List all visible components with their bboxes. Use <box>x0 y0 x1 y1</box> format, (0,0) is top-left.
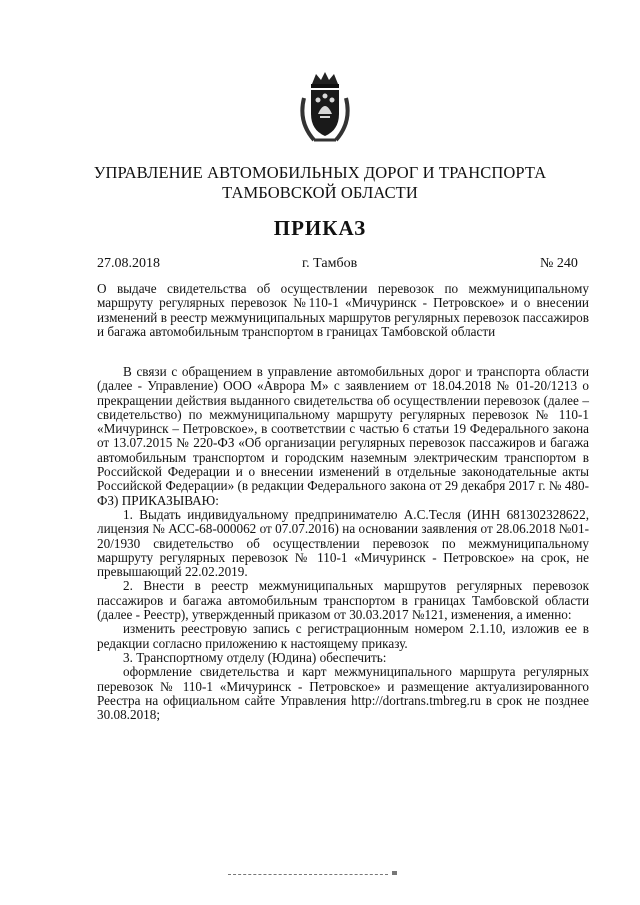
order-number: № 240 <box>540 256 578 271</box>
coat-of-arms-icon <box>296 70 354 148</box>
organization-name-line2: ТАМБОВСКОЙ ОБЛАСТИ <box>222 183 418 202</box>
order-date: 27.08.2018 <box>97 256 160 271</box>
organization-name-line1: УПРАВЛЕНИЕ АВТОМОБИЛЬНЫХ ДОРОГ И ТРАНСПОРТА <box>93 163 547 182</box>
order-city: г. Тамбов <box>302 256 358 271</box>
body-item-2: 2. Внести в реестр межмуниципальных маршрутов регулярных перевозок пассажиров и багажа автомобильным транспортом в границах Тамбовской области (далее - Реестр), утвержденный приказом от 30.03.2017 №121, изменения, а именно: <box>97 578 589 623</box>
subject-text: О выдаче свидетельства об осуществлении перевозок по межмуниципальному маршруту регулярных перевозок №110-1 «Мичуринск - Петровское» и о внесении изменений в реестр межмуниципальных маршрутов регулярных перевозок пассажиров и багажа автомобильным транспортом в границах Тамбовской области <box>97 281 589 339</box>
order-body <box>97 365 589 722</box>
footer-mark <box>392 871 397 875</box>
order-subject <box>97 282 589 339</box>
body-item-3-subitem: оформление свидетельства и карт межмуниципального маршрута регулярных перевозок № 110-1 «Мичуринск - Петровское» и размещение актуализированного Реестра на официальном сайте Управления http://dortrans.tmbreg.ru в срок не позднее 30.08.2018; <box>97 664 589 723</box>
body-item-3: 3. Транспортному отделу (Юдина) обеспечить: <box>123 649 387 665</box>
body-item-2-subitem: изменить реестровую запись с регистрационным номером 2.1.10, изложив ее в редакции согласно приложению к настоящему приказу. <box>97 621 589 651</box>
body-item-1: 1. Выдать индивидуальному предпринимателю А.С.Тесля (ИНН 681302328622, лицензия № АСС-68-000062 от 07.07.2016) на основании заявления от 28.06.2018 №01-20/1930 свидетельство об осуществлении перевозок по межмуниципальному маршруту регулярных перевозок № 110-1 «Мичуринск - Петровское» на срок, не превышающий 22.02.2019. <box>97 506 589 580</box>
footer-divider <box>228 874 388 875</box>
body-intro-paragraph: В связи с обращением в управление автомобильных дорог и транспорта области (далее - Управление) ООО «Аврора М» с заявлением от 18.04.2018 № 01-20/1213 о прекращении действия выданного свидетельства об осуществлении перевозок (далее – свидетельство) по межмуниципальному маршруту регулярных перевозок № 110-1 «Мичуринск – Петровское», в соответствии с частью 6 статьи 19 Федерального закона от 13.07.2015 № 220-ФЗ «Об организации регулярных перевозок пассажиров и багажа автомобильным транспортом и городским наземным электрическим транспортом в Российской Федерации и о внесении изменений в отдельные законодательные акты Российской Федерации» (в редакции Федерального закона от 29 декабря 2017 г. № 480-ФЗ) ПРИКАЗЫВАЮ: <box>97 364 589 508</box>
document-type-title: ПРИКАЗ <box>273 216 367 240</box>
